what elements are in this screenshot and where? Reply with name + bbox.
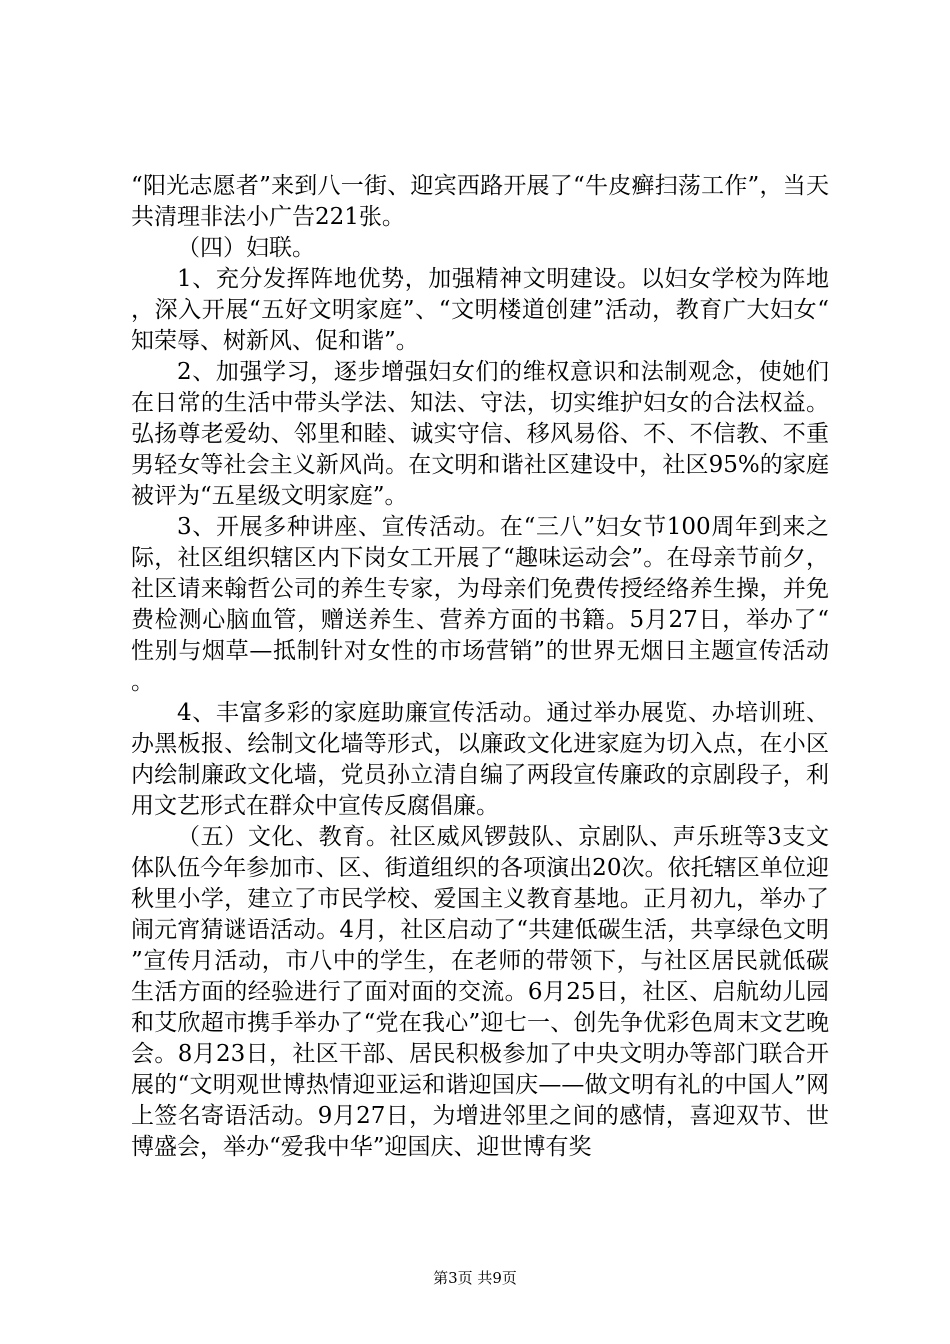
paragraph-continuation: “阳光志愿者”来到八一街、迎宾西路开展了“牛皮癣扫荡工作”，当天共清理非法小广告221张。	[131, 173, 829, 230]
document-body	[131, 171, 829, 1163]
page-number-footer: 第3页 共9页	[433, 1269, 517, 1287]
paragraph-item-1: 1、充分发挥阵地优势，加强精神文明建设。以妇女学校为阵地，深入开展“五好文明家庭”、“文明楼道创建”活动，教育广大妇女“知荣辱、树新风、促和谐”。	[131, 266, 829, 354]
paragraph-item-2: 2、加强学习，逐步增强妇女们的维权意识和法制观念，使她们在日常的生活中带头学法、知法、守法，切实维护妇女的合法权益。弘扬尊老爱幼、邻里和睦、诚实守信、移风易俗、不、不信教、不重男轻女等社会主义新风尚。在文明和谐社区建设中，社区95%的家庭被评为“五星级文明家庭”。	[131, 359, 829, 509]
section-culture-education: （五）文化、教育。社区威风锣鼓队、京剧队、声乐班等3支文体队伍今年参加市、区、街道组织的各项演出20次。依托辖区单位迎秋里小学，建立了市民学校、爱国主义教育基地。正月初九，举办了闹元宵猜谜语活动。4月，社区启动了“共建低碳生活，共享绿色文明”宣传月活动，市八中的学生，在老师的带领下，与社区居民就低碳生活方面的经验进行了面对面的交流。6月25日，社区、启航幼儿园和艾欣超市携手举办了“党在我心”迎七一、创先争优彩色周末文艺晚会。8月23日，社区干部、居民积极参加了中央文明办等部门联合开展的“文明观世博热情迎亚运和谐迎国庆——做文明有礼的中国人”网上签名寄语活动。9月27日，为增进邻里之间的感情，喜迎双节、世博盛会，举办“爱我中华”迎国庆、迎世博有奖	[131, 824, 829, 1160]
paragraph-item-3: 3、开展多种讲座、宣传活动。在“三八”妇女节100周年到来之际，社区组织辖区内下岗女工开展了“趣味运动会”。在母亲节前夕，社区请来翰哲公司的养生专家，为母亲们免费传授经络养生操，并免费检测心脑血管，赠送养生、营养方面的书籍。5月27日，举办了“性别与烟草—抵制针对女性的市场营销”的世界无烟日主题宣传活动。	[131, 514, 829, 695]
section-heading-womens-federation: （四）妇联。	[177, 235, 315, 261]
paragraph-item-4: 4、丰富多彩的家庭助廉宣传活动。通过举办展览、办培训班、办黑板报、绘制文化墙等形式，以廉政文化进家庭为切入点，在小区内绘制廉政文化墙，党员孙立清自编了两段宣传廉政的京剧段子，利用文艺形式在群众中宣传反腐倡廉。	[131, 700, 829, 819]
